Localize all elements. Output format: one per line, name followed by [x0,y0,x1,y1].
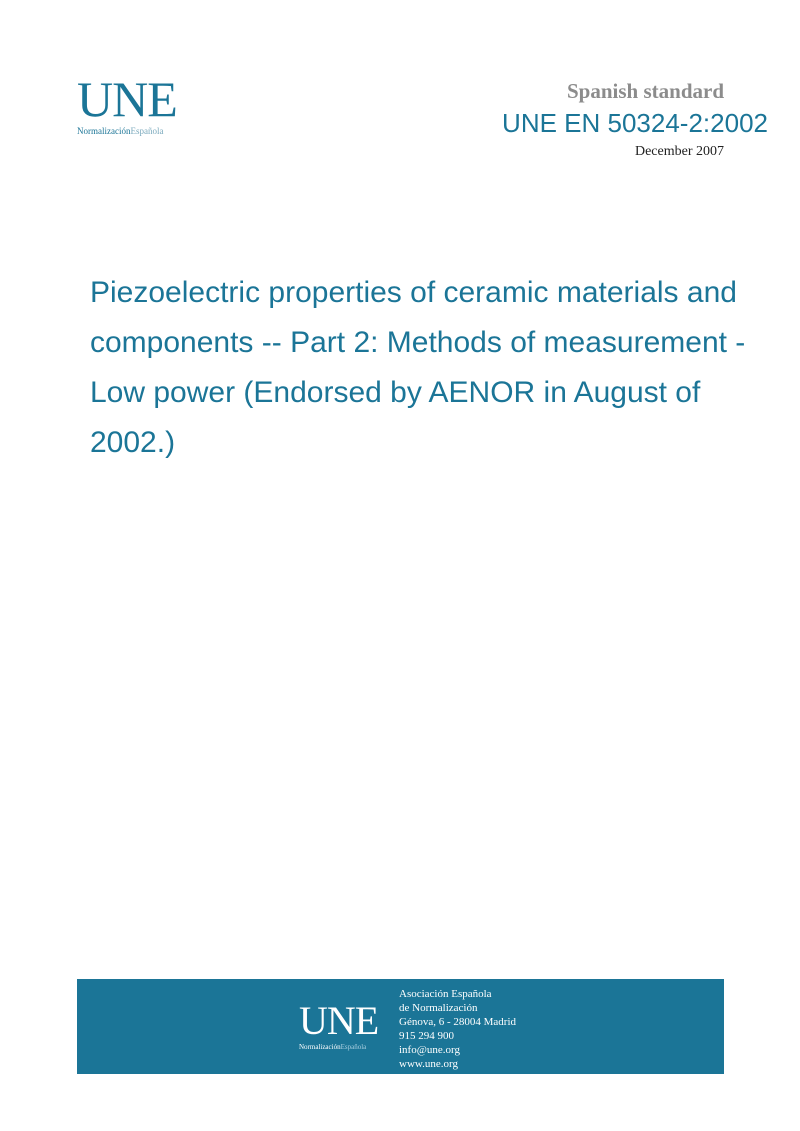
footer-band [77,979,724,1074]
footer-logo-subtitle [299,1043,378,1051]
une-logo-mark: UNE [77,71,177,127]
website-url: www.une.org [399,1058,458,1070]
address-line: Génova, 6 - 28004 Madrid [399,1016,517,1028]
footer-logo-sub-primary: Normalización [299,1043,341,1051]
footer-address [399,987,516,1071]
standard-header [502,78,768,160]
phone-number: 915 294 900 [399,1030,454,1042]
footer-logo-mark: UNE [299,998,379,1043]
footer-logo-sub-secondary: Española [340,1043,367,1051]
address-line: de Normalización [399,1002,478,1014]
une-logo [77,71,197,144]
standard-code: UNE EN 50324-2:2002 [502,108,768,138]
logo-sub-primary: Normalización [77,126,131,136]
une-logo-subtitle [77,126,197,136]
logo-sub-secondary: Española [130,126,164,136]
standard-kind: Spanish standard [567,79,724,103]
email-address: info@une.org [399,1044,460,1056]
standard-date: December 2007 [634,144,724,159]
address-line: Asociación Española [399,988,492,1000]
footer-logo [299,998,379,1051]
document-title: Piezoelectric properties of ceramic materials and components -- Part 2: Methods of measurement - Low power (Endorsed by AENOR in August of 2002.) [90,276,746,459]
